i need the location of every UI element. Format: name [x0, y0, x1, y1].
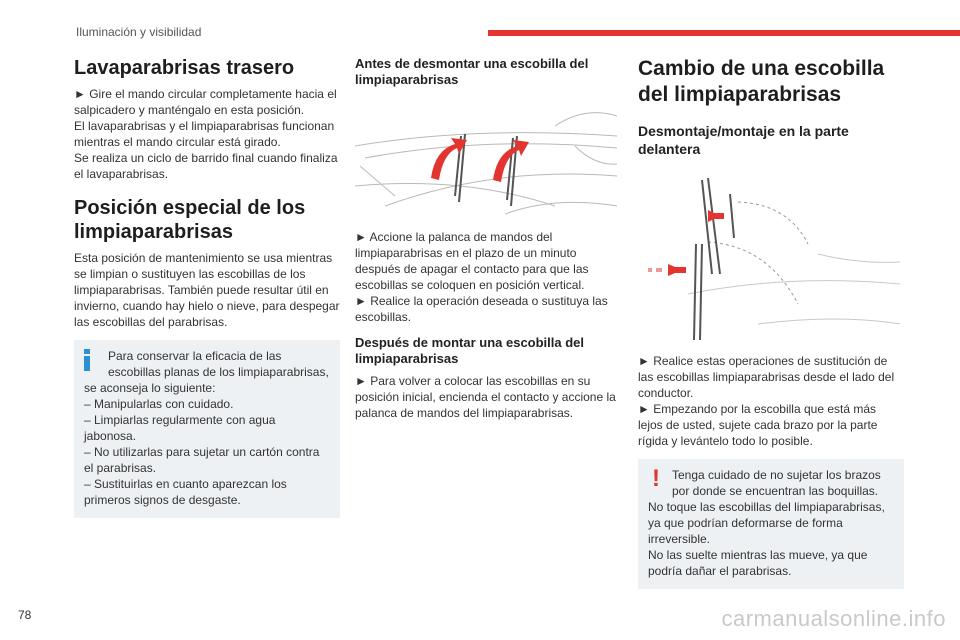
column-2	[355, 56, 623, 421]
info-list-item: – No utilizarlas para sujetar un cartón contra el parabrisas.	[84, 445, 320, 475]
warning-text: No las suelte mientras las mueve, ya que podría dañar el parabrisas.	[648, 548, 868, 578]
warning-icon: !	[652, 465, 660, 492]
warning-box	[638, 459, 904, 589]
wiper-vertical-illustration	[355, 106, 617, 216]
rear-washer-text-2: Se realiza un ciclo de barrido final cuando finaliza el lavaparabrisas.	[74, 151, 338, 181]
heading-before-removal: Antes de desmontar una escobilla del limpiaparabrisas	[355, 56, 589, 87]
before-removal-step-2: ► Realice la operación deseada o sustituya las escobillas.	[355, 294, 608, 324]
running-header: Iluminación y visibilidad	[76, 25, 202, 39]
warning-text-line1: Tenga cuidado de no sujetar los brazos por donde se encuentran las boquillas.	[672, 468, 881, 498]
info-list-item: – Manipularlas con cuidado.	[84, 397, 234, 411]
section-title-special-position: Posición especial de los limpiaparabrisas	[74, 197, 306, 243]
heading-after-fitting: Después de montar una escobilla del limpiaparabrisas	[355, 335, 585, 366]
blade-change-step-2: ► Empezando por la escobilla que está más lejos de usted, sujete cada brazo por la parte rígida y levántelo todo lo posible.	[638, 402, 878, 448]
section-title-rear-washer: Lavaparabrisas trasero	[74, 57, 295, 79]
info-text-line1: Para conservar la eficacia de las escobillas planas de los limpiaparabrisas,	[108, 349, 329, 379]
after-fitting-step: ► Para volver a colocar las escobillas en su posición inicial, encienda el contacto y accione la palanca de mandos del limpiaparabrisas.	[355, 374, 616, 420]
info-icon	[84, 349, 90, 371]
blade-change-step-1: ► Realice estas operaciones de sustitución de las escobillas limpiaparabrisas desde el lado del conductor.	[638, 354, 895, 400]
watermark: carmanualsonline.info	[721, 606, 946, 631]
header-accent-bar	[488, 30, 960, 36]
subtitle-front-removal: Desmontaje/montaje en la parte delantera	[638, 123, 849, 157]
before-removal-step-1: ► Accione la palanca de mandos del limpiaparabrisas en el plazo de un minuto después de apagar el contacto para que las escobillas se coloquen en posición vertical.	[355, 230, 589, 292]
info-text-line2: se aconseja lo siguiente:	[84, 381, 216, 395]
warning-text: No toque las escobillas del limpiaparabrisas, ya que podrían deformarse de forma irreversible.	[648, 500, 885, 546]
column-3	[638, 56, 904, 589]
special-position-text: Esta posición de mantenimiento se usa mientras se limpian o sustituyen las escobillas de los limpiaparabrisas. También puede resultar útil en invierno, cuando hay hielo o nieve, para despegar las escobillas del parabrisas.	[74, 251, 340, 329]
info-box	[74, 340, 340, 518]
info-list-item: – Sustituirlas en cuanto aparezcan los primeros signos de desgaste.	[84, 477, 287, 507]
rear-washer-step: ► Gire el mando circular completamente hacia el salpicadero y manténgalo en esta posición.	[74, 87, 337, 117]
column-1	[74, 56, 340, 518]
rear-washer-text: El lavaparabrisas y el limpiaparabrisas funcionan mientras el mando circular está girado.	[74, 119, 335, 149]
section-title-blade-change: Cambio de una escobilla del limpiaparabrisas	[638, 57, 885, 106]
info-list-item: – Limpiarlas regularmente con agua jabonosa.	[84, 413, 276, 443]
front-wiper-lift-illustration	[638, 174, 900, 340]
page-number: 78	[18, 608, 32, 622]
